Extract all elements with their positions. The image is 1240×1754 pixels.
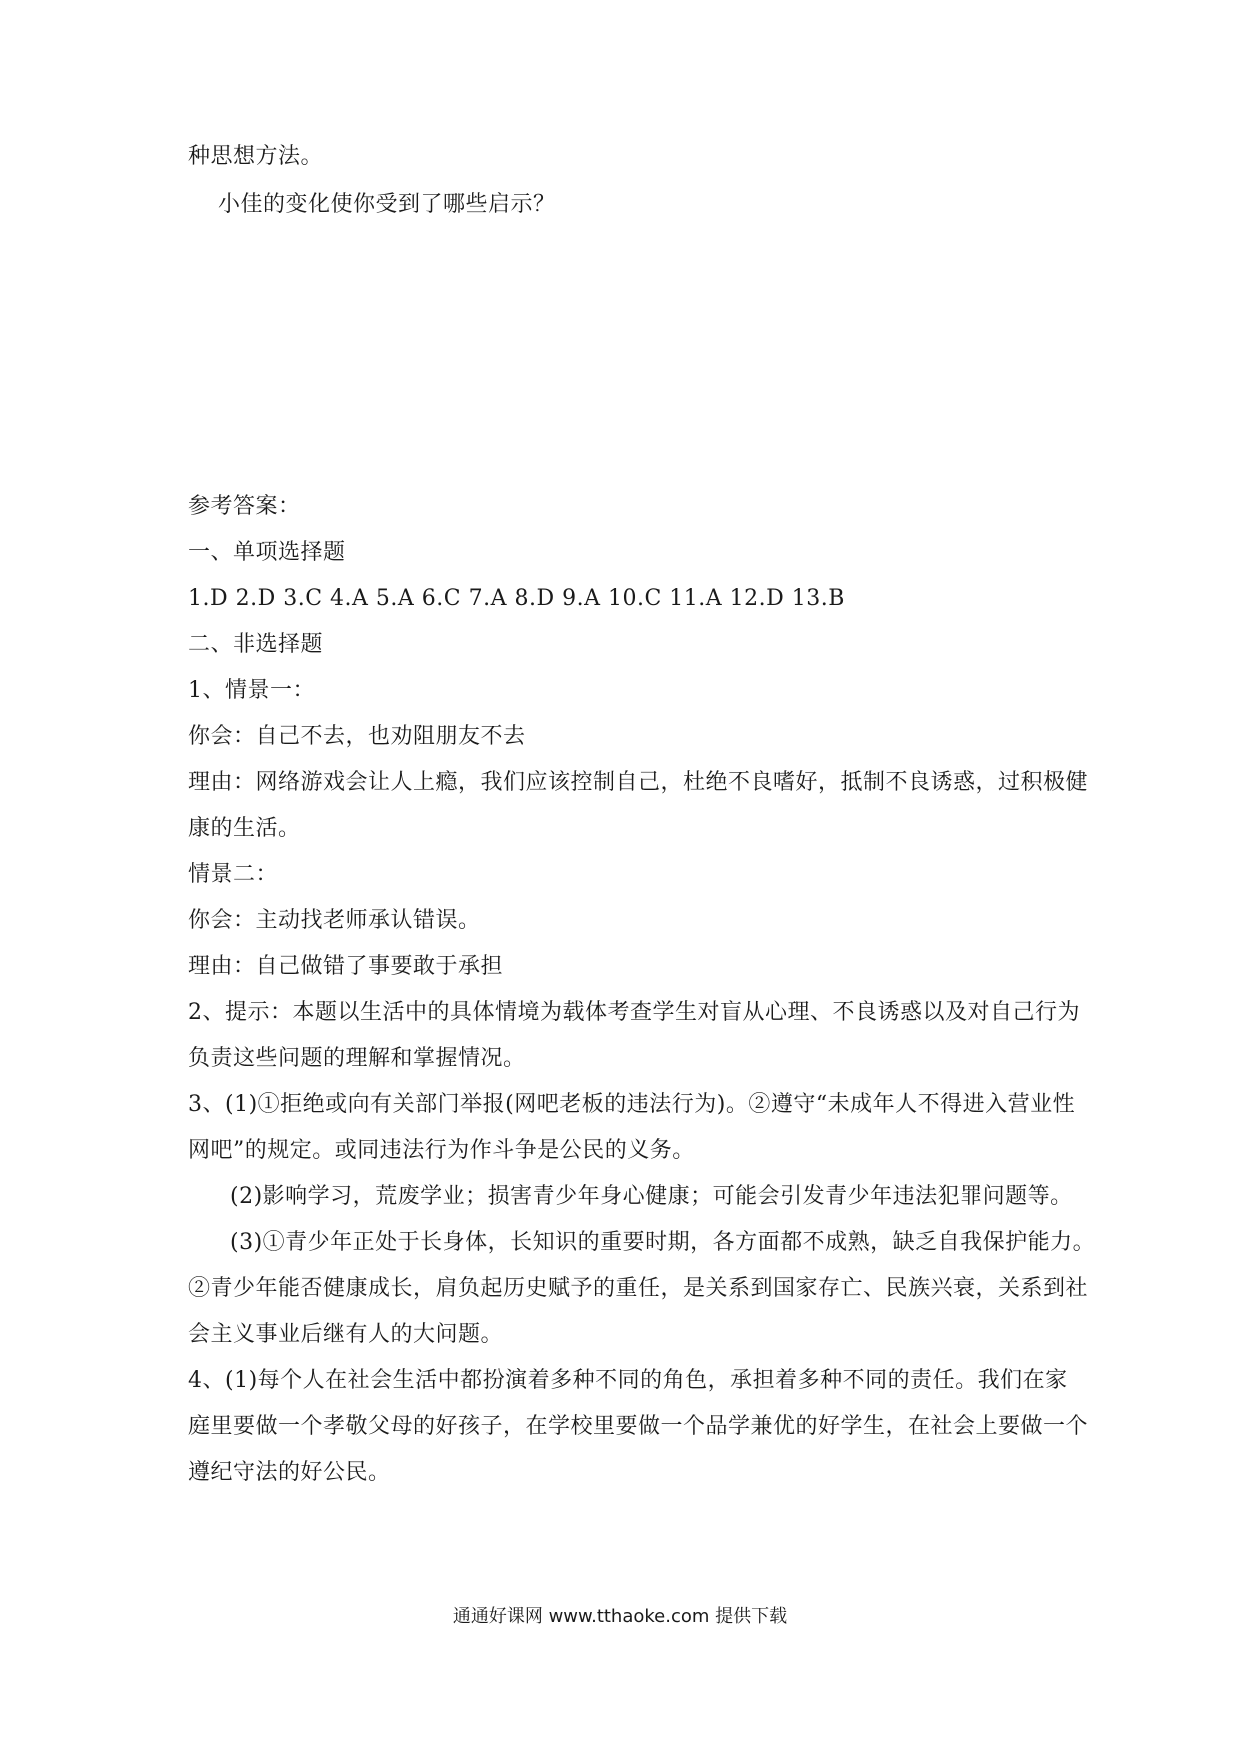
text-line: 理由：网络游戏会让人上瘾，我们应该控制自己，杜绝不良嗜好，抵制不良诱惑，过积极健: [188, 770, 1089, 795]
text-line: ②青少年能否健康成长，肩负起历史赋予的重任，是关系到国家存亡、民族兴衰，关系到社: [188, 1276, 1089, 1301]
text-line: 康的生活。: [188, 816, 301, 841]
text-line: 种思想方法。: [188, 144, 324, 169]
section-heading: 一、单项选择题: [188, 540, 346, 565]
text-line: 会主义事业后继有人的大问题。: [188, 1322, 504, 1347]
text-line: 遵纪守法的好公民。: [188, 1460, 391, 1485]
section-heading: 二、非选择题: [188, 632, 324, 657]
text-line: 2、提示：本题以生活中的具体情境为载体考查学生对盲从心理、不良诱惑以及对自己行为: [188, 1000, 1081, 1025]
text-line: 理由：自己做错了事要敢于承担: [188, 954, 504, 979]
text-line: 1、情景一：: [188, 678, 315, 703]
text-line: (3)①青少年正处于长身体，长知识的重要时期，各方面都不成熟，缺乏自我保护能力。: [230, 1230, 1096, 1255]
text-line: 庭里要做一个孝敬父母的好孩子，在学校里要做一个品学兼优的好学生，在社会上要做一个: [188, 1414, 1089, 1439]
text-line: 你会：主动找老师承认错误。: [188, 908, 481, 933]
answer-key-line: 1.D 2.D 3.C 4.A 5.A 6.C 7.A 8.D 9.A 10.C 11.A 12.D 13.B: [188, 586, 845, 611]
text-line: 情景二：: [188, 862, 279, 887]
text-line: 负责这些问题的理解和掌握情况。: [188, 1046, 526, 1071]
text-line: 4、(1)每个人在社会生活中都扮演着多种不同的角色，承担着多种不同的责任。我们在家: [188, 1368, 1068, 1393]
text-line: (2)影响学习，荒废学业；损害青少年身心健康；可能会引发青少年违法犯罪问题等。: [230, 1184, 1073, 1209]
text-line: 你会：自己不去，也劝阻朋友不去: [188, 724, 526, 749]
answers-heading: 参考答案：: [188, 494, 301, 519]
page-footer: 通通好课网 www.tthaoke.com 提供下载: [452, 1606, 788, 1627]
text-line: 网吧”的规定。或同违法行为作斗争是公民的义务。: [188, 1138, 695, 1163]
question-line: 小佳的变化使你受到了哪些启示？: [218, 192, 556, 217]
text-line: 3、(1)①拒绝或向有关部门举报(网吧老板的违法行为)。②遵守“未成年人不得进入营业性: [188, 1092, 1076, 1117]
